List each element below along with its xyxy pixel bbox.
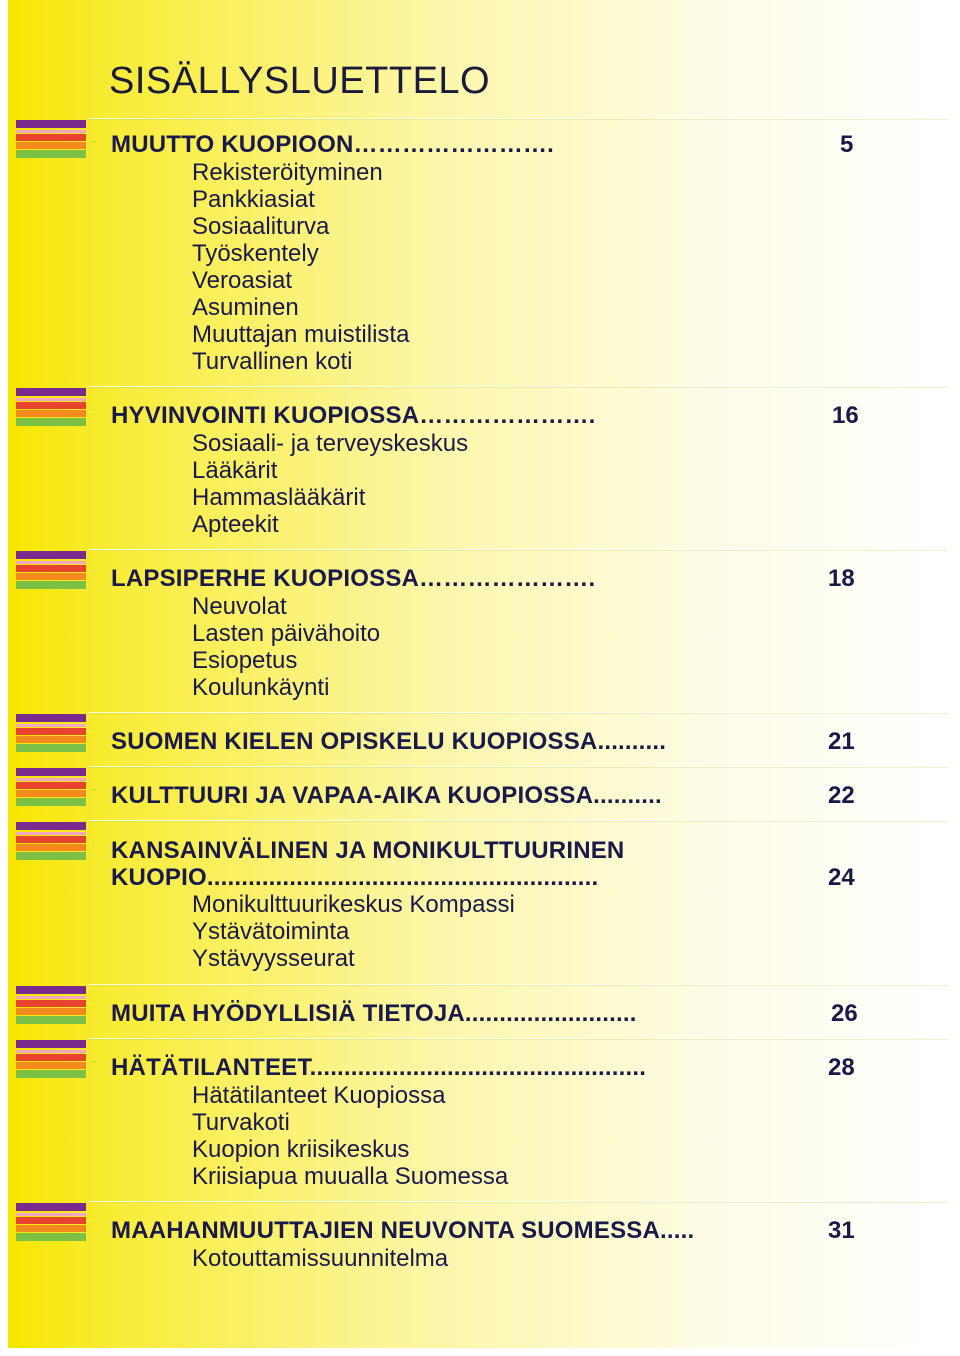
section-heading[interactable]: HYVINVOINTI KUOPIOSSA…………………. — [111, 402, 596, 429]
section-item[interactable]: Turvallinen koti — [192, 348, 353, 375]
section-heading-continued[interactable]: KUOPIO......................................................... — [111, 864, 599, 891]
section-item[interactable]: Lääkärit — [192, 457, 278, 484]
section-item[interactable]: Neuvolat — [192, 593, 287, 620]
section-divider — [88, 1201, 948, 1202]
section-divider — [88, 549, 948, 550]
section-divider — [88, 712, 948, 713]
section-item[interactable]: Kotouttamissuunnitelma — [192, 1245, 449, 1272]
section-item[interactable]: Hätätilanteet Kuopiossa — [192, 1082, 446, 1109]
section-item[interactable]: Työskentely — [192, 240, 319, 267]
section-item[interactable]: Ystävyysseurat — [192, 945, 355, 972]
section-item[interactable]: Lasten päivähoito — [192, 620, 381, 647]
section-heading[interactable]: KULTTUURI JA VAPAA-AIKA KUOPIOSSA.......... — [111, 782, 662, 809]
section-item[interactable]: Kuopion kriisikeskus — [192, 1136, 410, 1163]
section-item[interactable]: Kriisiapua muualla Suomessa — [192, 1163, 509, 1190]
page-number: 18 — [828, 565, 855, 592]
page-number: 22 — [828, 782, 855, 809]
section-heading[interactable]: MUITA HYÖDYLLISIÄ TIETOJA......................... — [111, 1000, 637, 1027]
section-item[interactable]: Muuttajan muistilista — [192, 321, 410, 348]
section-divider — [88, 984, 948, 985]
page-number: 21 — [828, 728, 855, 755]
section-heading[interactable]: LAPSIPERHE KUOPIOSSA…………………. — [111, 565, 596, 592]
section-item[interactable]: Koulunkäynti — [192, 674, 330, 701]
section-heading[interactable]: MAAHANMUUTTAJIEN NEUVONTA SUOMESSA..... — [111, 1217, 695, 1244]
page-title: SISÄLLYSLUETTELO — [109, 60, 491, 102]
section-item[interactable]: Apteekit — [192, 511, 279, 538]
page-number: 31 — [828, 1217, 855, 1244]
section-heading[interactable]: KANSAINVÄLINEN JA MONIKULTTUURINEN — [111, 837, 625, 864]
section-item[interactable]: Sosiaali- ja terveyskeskus — [192, 430, 469, 457]
section-heading[interactable]: MUUTTO KUOPIOON……………………. — [111, 131, 555, 158]
section-item[interactable]: Rekisteröityminen — [192, 159, 383, 186]
page-number: 5 — [840, 131, 854, 158]
section-heading[interactable]: SUOMEN KIELEN OPISKELU KUOPIOSSA.......... — [111, 728, 667, 755]
section-divider — [88, 386, 948, 387]
section-item[interactable]: Turvakoti — [192, 1109, 290, 1136]
section-item[interactable]: Veroasiat — [192, 267, 293, 294]
section-divider — [88, 118, 948, 119]
section-divider — [88, 766, 948, 767]
section-divider — [88, 1038, 948, 1039]
section-item[interactable]: Esiopetus — [192, 647, 298, 674]
section-item[interactable]: Asuminen — [192, 294, 299, 321]
page-number: 28 — [828, 1054, 855, 1081]
page-number: 26 — [831, 1000, 858, 1027]
section-item[interactable]: Pankkiasiat — [192, 186, 315, 213]
section-divider — [88, 820, 948, 821]
section-item[interactable]: Sosiaaliturva — [192, 213, 330, 240]
section-item[interactable]: Hammaslääkärit — [192, 484, 366, 511]
page-number: 16 — [832, 402, 859, 429]
section-item[interactable]: Ystävätoiminta — [192, 918, 350, 945]
section-heading[interactable]: HÄTÄTILANTEET................................................. — [111, 1054, 647, 1081]
section-item[interactable]: Monikulttuurikeskus Kompassi — [192, 891, 515, 918]
page-background — [8, 0, 952, 1348]
page-number: 24 — [828, 864, 855, 891]
